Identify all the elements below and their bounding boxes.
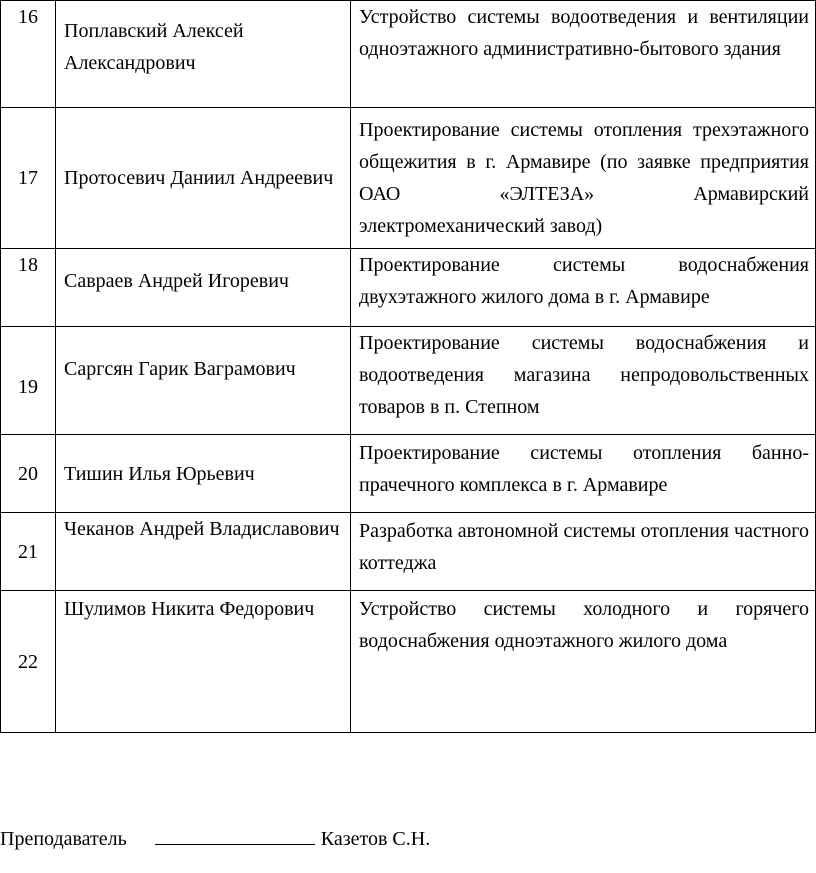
row-number: 17 [1,108,56,249]
table-row [1,108,816,249]
student-name: Савраев Андрей Игоревич [56,249,351,327]
table-row [1,327,816,435]
table-row [1,513,816,591]
student-name: Тишин Илья Юрьевич [56,435,351,513]
signature-label: Преподаватель [0,828,127,850]
table-row [1,435,816,513]
table-row [1,591,816,733]
project-topic: Устройство системы холодного и горячего водоснабжения одноэтажного жилого дома [351,591,816,733]
student-name: Шулимов Никита Федорович [56,591,351,733]
table-row [1,1,816,108]
project-topic: Проектирование системы отопления трехэтажного общежития в г. Армавире (по заявке предприятия ОАО «ЭЛТЕЗА» Армавирский электромеханический завод) [351,108,816,249]
project-topic: Проектирование системы водоснабжения двухэтажного жилого дома в г. Армавире [351,249,816,327]
student-name: Протосевич Даниил Андреевич [56,108,351,249]
row-number: 16 [1,1,56,108]
student-name: Поплавский Алексей Александрович [56,1,351,108]
project-topic: Устройство системы водоотведения и вентиляции одноэтажного административно-бытового здания [351,1,816,108]
row-number: 22 [1,591,56,733]
signature-blank [155,822,315,845]
teacher-name: Казетов С.Н. [320,828,431,850]
project-topic: Проектирование системы отопления банно-прачечного комплекса в г. Армавире [351,435,816,513]
row-number: 21 [1,513,56,591]
signature-line [0,822,430,855]
row-number: 20 [1,435,56,513]
row-number: 19 [1,327,56,435]
student-name: Саргсян Гарик Ваграмович [56,327,351,435]
project-topic: Разработка автономной системы отопления частного коттеджа [351,513,816,591]
row-number: 18 [1,249,56,327]
project-topic: Проектирование системы водоснабжения и водоотведения магазина непродовольственных товаров в п. Степном [351,327,816,435]
table-row [1,249,816,327]
student-name: Чеканов Андрей Владиславович [56,513,351,591]
